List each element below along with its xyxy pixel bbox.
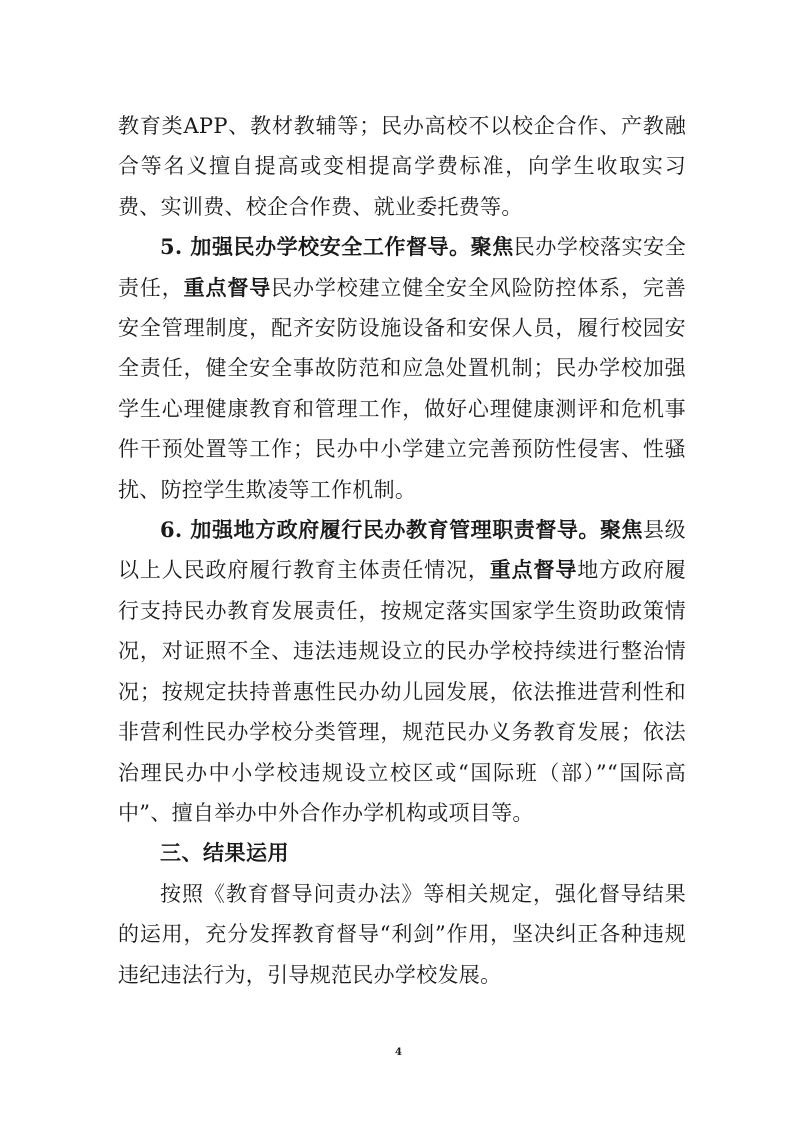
page-number: 4 <box>395 1047 402 1058</box>
paragraph-item-6 <box>118 510 686 833</box>
paragraph-results <box>118 874 686 995</box>
item-6-key: 重点督导 <box>489 557 578 583</box>
item-6-text-rest: 地方政府履行支持民办教育发展责任，按规定落实国家学生资助政策情况，对证照不全、违法违规设立的民办学校持续进行整治情况；按规定扶持普惠性民办幼儿园发展，依法推进营利性和非营利性民办学校分类管理，规范民办义务教育发展；依法治理民办中小学校违规设立校区或“国际班（部）”“国际高中”、擅自举办中外合作办学机构或项目等。 <box>118 558 687 825</box>
item-5-focus: 聚焦 <box>470 234 514 260</box>
item-6-text: 县级以上人民政府履行教育主体责任情况， <box>118 518 686 583</box>
item-5-text-rest: 民办学校建立健全安全风险防控体系，完善安全管理制度，配齐安防设施设备和安保人员，履行校园安全责任，健全安全事故防范和应急处置机制；民办学校加强学生心理健康教育和管理工作，做好心理健康测评和危机事件干预处置等工作；民办中小学建立完善预防性侵害、性骚扰、防控学生欺凌等工作机制。 <box>118 275 687 502</box>
paragraph-continuation <box>118 106 686 227</box>
item-5-key: 重点督导 <box>183 274 272 300</box>
item-5-text: 民办学校落实安全责任， <box>118 235 686 300</box>
item-5-title: 5. 加强民办学校安全工作督导。 <box>160 234 471 260</box>
paragraph-text: 教育类APP、教材教辅等；民办高校不以校企合作、产教融合等名义擅自提高或变相提高学费标准，向学生收取实习费、实训费、校企合作费、就业委托费等。 <box>118 114 686 219</box>
document-body <box>118 106 686 995</box>
paragraph-item-5 <box>118 227 686 510</box>
item-6-focus: 聚焦 <box>600 517 644 543</box>
item-6-title: 6. 加强地方政府履行民办教育管理职责督导。 <box>160 517 600 543</box>
section-heading: 三、结果运用 <box>160 841 289 866</box>
paragraph-text: 按照《教育督导问责办法》等相关规定，强化督导结果的运用，充分发挥教育督导“利剑”作用，坚决纠正各种违规违纪违法行为，引导规范民办学校发展。 <box>118 881 686 987</box>
